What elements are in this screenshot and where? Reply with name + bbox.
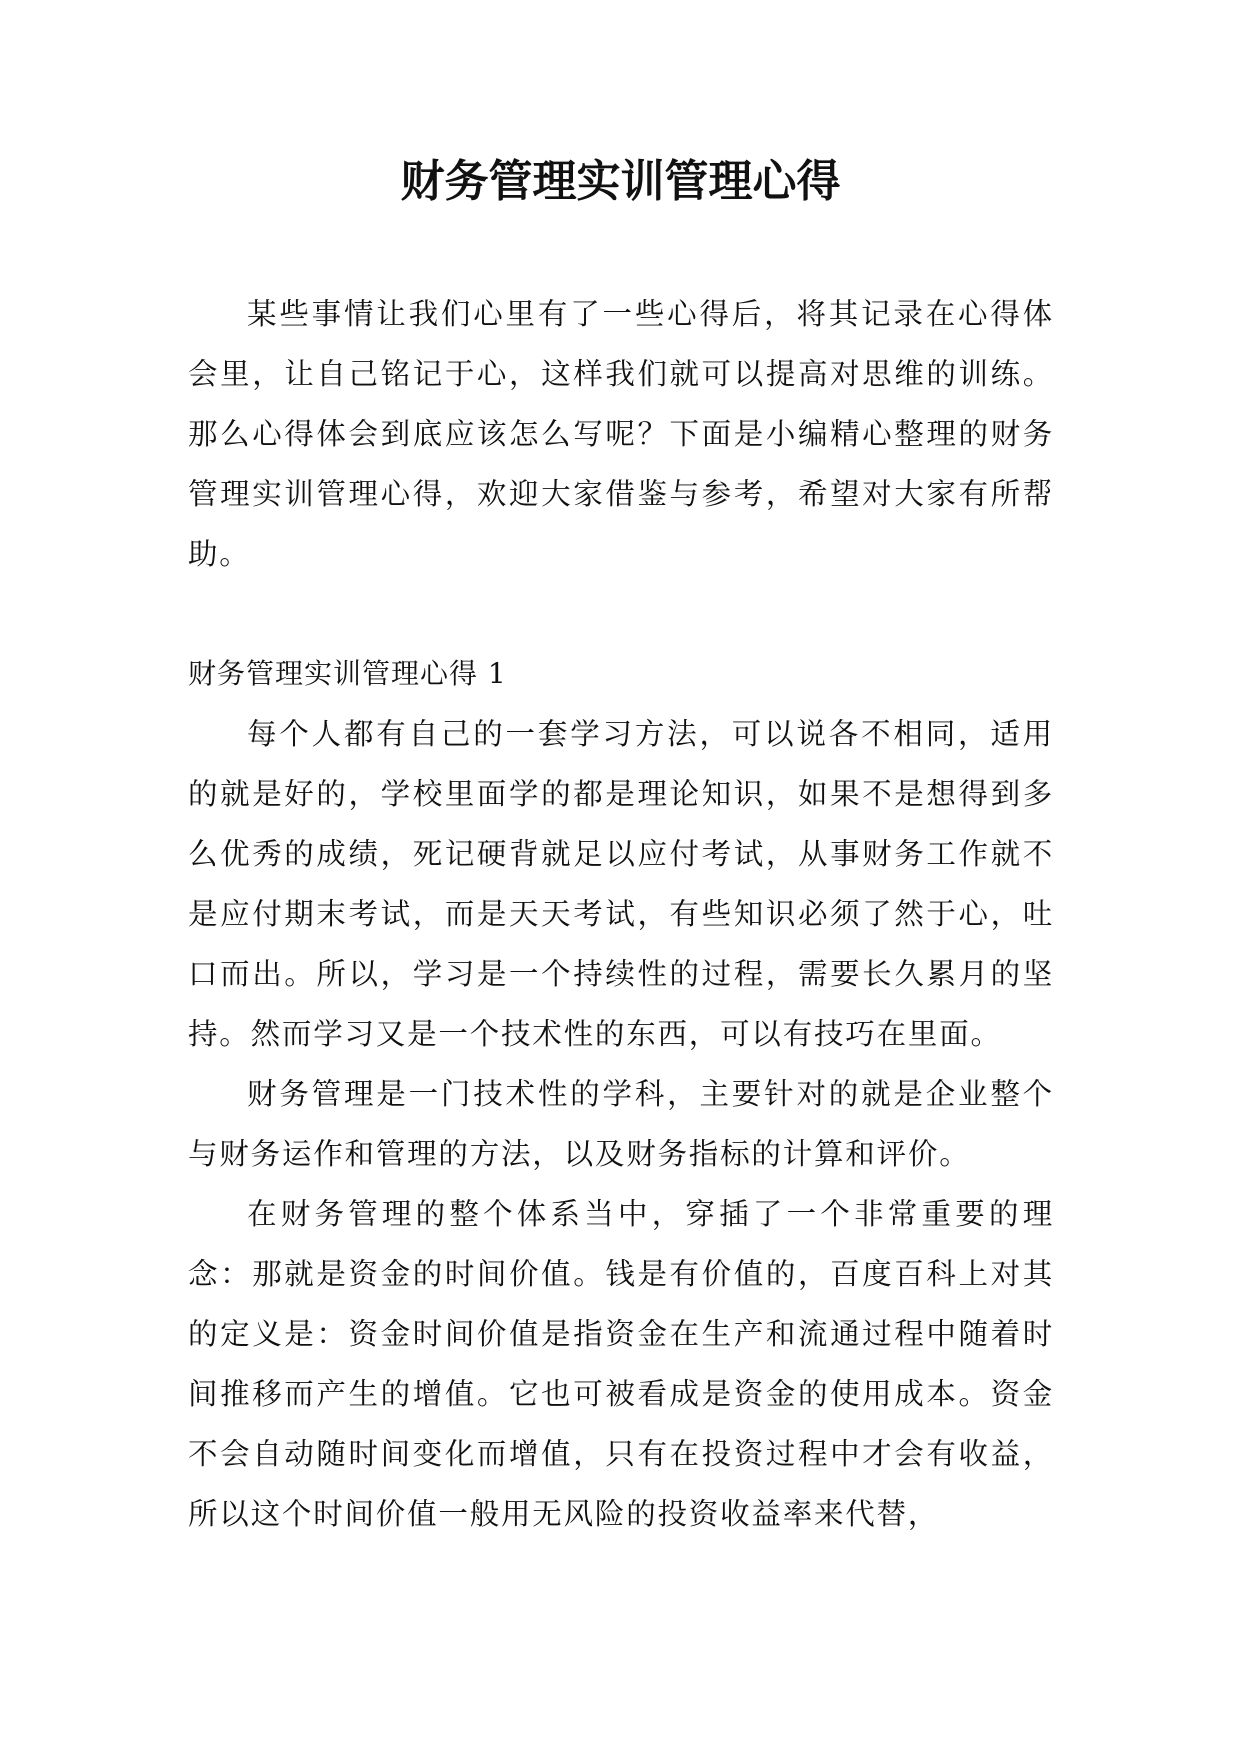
body-paragraph-2: 财务管理是一门技术性的学科，主要针对的就是企业整个与财务运作和管理的方法，以及财务指标的计算和评价。 — [188, 1077, 1054, 1171]
body-paragraph-1: 每个人都有自己的一套学习方法，可以说各不相同，适用的就是好的，学校里面学的都是理论知识，如果不是想得到多么优秀的成绩，死记硬背就足以应付考试，从事财务工作就不是应付期末考试，而是天天考试，有些知识必须了然于心，吐口而出。所以，学习是一个持续性的过程，需要长久累月的坚持。然而学习又是一个技术性的东西，可以有技巧在里面。 — [188, 717, 1054, 1051]
body-paragraph-3: 在财务管理的整个体系当中，穿插了一个非常重要的理念：那就是资金的时间价值。钱是有价值的，百度百科上对其的定义是：资金时间价值是指资金在生产和流通过程中随着时间推移而产生的增值。它也可被看成是资金的使用成本。资金不会自动随时间变化而增值，只有在投资过程中才会有收益，所以这个时间价值一般用无风险的投资收益率来代替， — [188, 1197, 1054, 1531]
section-heading: 财务管理实训管理心得 1 — [188, 657, 507, 690]
document-body — [188, 284, 1054, 1544]
document-title: 财务管理实训管理心得 — [400, 156, 841, 207]
intro-paragraph: 某些事情让我们心里有了一些心得后，将其记录在心得体会里，让自己铭记于心，这样我们就可以提高对思维的训练。那么心得体会到底应该怎么写呢？下面是小编精心整理的财务管理实训管理心得，欢迎大家借鉴与参考，希望对大家有所帮助。 — [188, 297, 1054, 571]
section-spacer — [188, 584, 1054, 644]
